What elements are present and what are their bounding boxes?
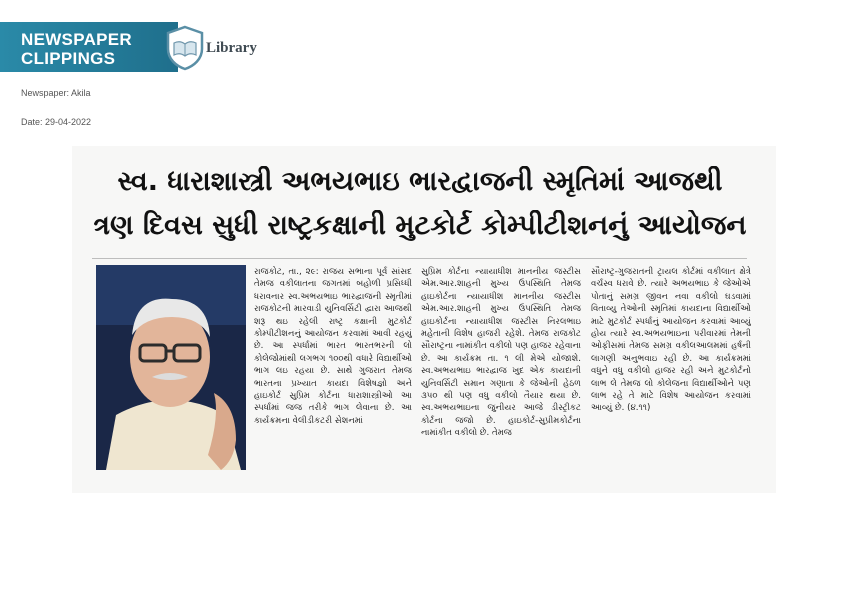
article-column-1: રાજકોટ, તા., ૨૯: રાજય સભાના પૂર્વ સાંસદ તેમજ વકીલાતના જગતમાં બહોળી પ્રસિધ્ધી ધરાવનાર સ્વ.અભયભાઇ ભારદ્વાજની સ્મૃતીમાં રાજકોટની મારવાડી યુનિવર્સિટી દ્વારા આજથી શરૂ થઇ રહેલી રાષ્ટ્ર કક્ષાની મુટકોર્ટ કોમ્પીટીશનનું આયોજન કરવામાં આવી રહયું છે. આ સ્પર્ધામાં ભારત ભારતભરની લો કોલેજોમાંથી લગભગ ૧૦૦થી વધારે વિદ્યાર્થીઓ ભાગ લઇ રહયા છે. સાથે ગુજરાત તેમજ ભારતના પ્રખ્યાત કાયદા વિશેષજ્ઞો અને હાઇકોર્ટ સુપ્રિમ કોર્ટના ધારાશાસ્ત્રીઓ આ સ્પર્ધામાં જજ તરીકે ભાગ લેવાના છે. આ કાર્યક્રમના વેલીડીકટરી સેશનમાં [254,267,412,426]
library-label: Library [206,40,257,56]
headline-divider [92,258,747,259]
clipping-date: Date: 29-04-2022 [21,117,92,127]
brand-title [21,30,132,68]
portrait-illustration [96,265,246,470]
newspaper-name: Newspaper: Akila [21,88,91,98]
article-column-2: સુપ્રિમ કોર્ટના ન્યાયાધીશ માનનીય જસ્ટીસ એમ.આર.શાહની મુખ્ય ઉપસ્થિતિ તેમજ હાઇકોર્ટના ન્યાયાધીશ માનનીય જસ્ટીસ એમ.આર.શાહની મુખ્ય ઉપસ્થિતિ તેમજ હાઇકોર્ટના ન્યાયાધીશ જસ્ટીસ નિરલભાઇ મહેતાની વિશેષ હાજરી રહેશે. તેમજ રાજકોટ સૌરાષ્ટ્રના નામાંકીત વકીલો પણ હાજર રહેવાના છે. આ કાર્યક્રમ તા. ૧ લી મેએ યોજાશે. સ્વ.અભયભાઇ ભારદ્વાજ ખુદ એક કાયદાની યુનિવર્સિટી સમાન ગણાતા કે જેઓની હેઠળ ૩૫૦ થી પણ વધુ વકીલો તૈયાર થયા છે. સ્વ.અભયભાઇના જુનીયર આજે ડીસ્ટ્રીકટ કોર્ટના જજો છે. હાઇકોર્ટ-સુપ્રીમકોર્ટના નામાંકીત વકીલો છે. તેમજ [421,267,581,439]
portrait-photo [96,265,246,470]
library-shield-icon [165,25,205,71]
headline-line-2: ત્રણ દિવસ સુધી રાષ્ટ્રકક્ષાની મુટકોર્ટ કોમ્પીટીશનનું આયોજન [93,210,747,241]
brand-line-1: NEWSPAPER [21,30,133,49]
headline-line-1: સ્વ. ધારાશાસ્ત્રી અભયભાઇ ભારદ્વાજની સ્મૃતિમાં આજથી [117,166,723,197]
brand-line-2: CLIPPINGS [21,49,116,68]
article-column-3: સૌરાષ્ટ્ર-ગુજરાતની ટ્રાયલ કોર્ટમાં વકીલાત ક્ષેત્રે વર્ચસ્વ ધરાવે છે. ત્યારે અભયભાઇ કે જેઓએ પોતાનું સમગ્ર જીવન નવા વકીલો ઘડવામાં વિતાવ્યુ તેઓની સ્મૃતિમાં કાયદાના વિદ્યાર્થીઓ માટે મુટકોર્ટ સ્પર્ધાનું આયોજન કરવામાં આવ્યું હોય ત્યારે સ્વ.અભયભાઇના પરીવારમાં તેમની ઓફીસમાં તેમજ સમગ્ર વકીલઆલમમાં હર્ષની લાગણી અનુભવાઇ રહી છે. આ કાર્યક્રમમાં વધુને વધુ વકીલો હાજર રહી અને મુટકોર્ટનો લાભ લે તેમજ લો કોલેજના વિદ્યાર્થીઓને પણ લાભ રહે તે માટે વિશેષ આયોજન કરવામાં આવ્યું છે. (૪.૧૧) [591,267,751,414]
